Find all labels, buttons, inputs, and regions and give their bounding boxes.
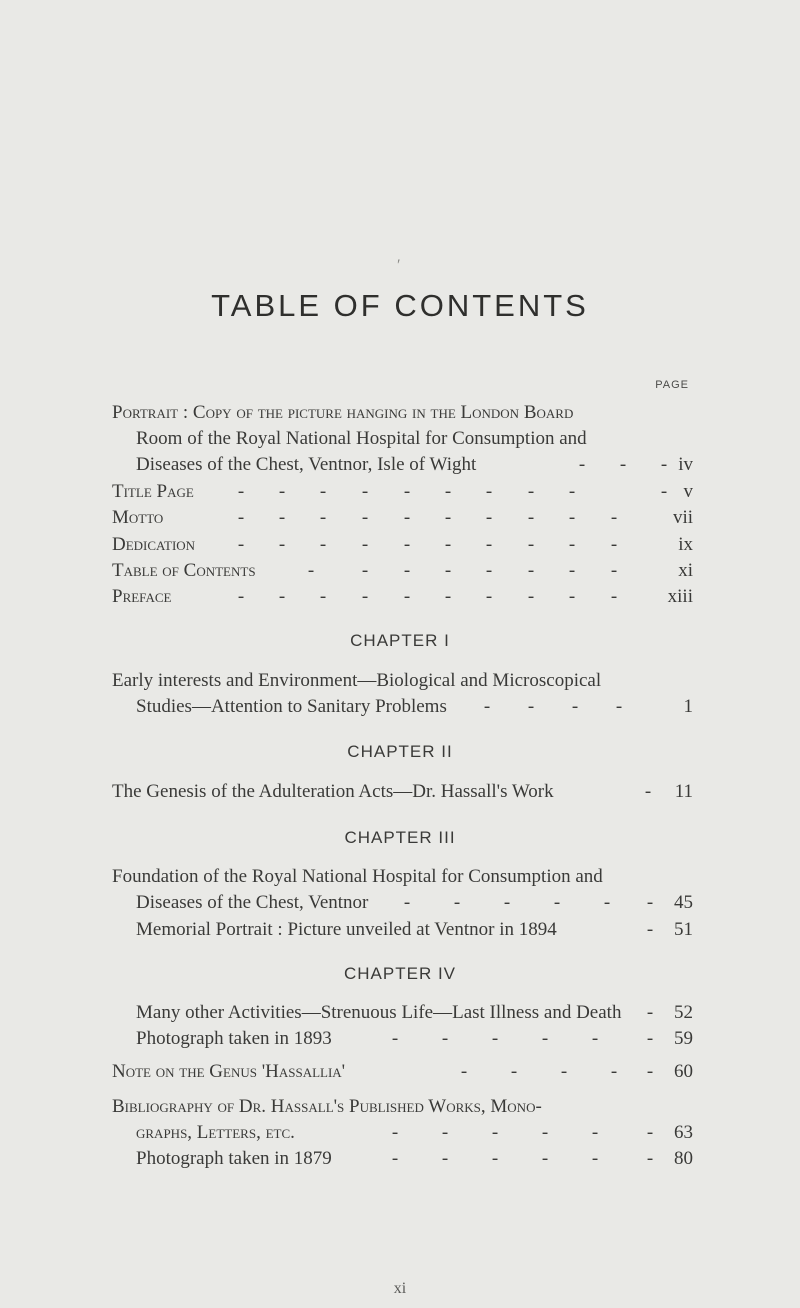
toc-page-number: 51: [674, 919, 693, 940]
toc-entry-text: Studies—Attention to Sanitary Problems: [136, 696, 447, 717]
toc-line: Preface - - - - - - - - - - xiii: [112, 586, 693, 607]
toc-entry-text: Many other Activities—Strenuous Life—Last Illness and Death: [136, 1002, 622, 1023]
toc-page-number: 52: [674, 1002, 693, 1023]
toc-entry-text: Table of Contents: [112, 560, 256, 581]
page-title: TABLE OF CONTENTS: [211, 288, 589, 323]
chapter-heading: CHAPTER III: [344, 828, 456, 847]
toc-entry-text: Early interests and Environment—Biological and Microscopical: [112, 670, 602, 691]
chapter-heading: CHAPTER I: [350, 631, 450, 650]
toc-line: Table of Contents - - - - - - - - xi: [112, 560, 693, 581]
toc-entry-text: Photograph taken in 1893: [136, 1028, 332, 1049]
toc-page-number: 60: [674, 1061, 693, 1082]
toc-line: Studies—Attention to Sanitary Problems - - - - 1: [136, 696, 693, 717]
toc-entry-text: Note on the Genus 'Hassallia': [112, 1061, 346, 1082]
page-column-label: PAGE: [655, 379, 689, 391]
toc-line: Many other Activities—Strenuous Life—Last Illness and Death - 52: [136, 1002, 693, 1023]
chapter-heading: CHAPTER II: [347, 742, 453, 761]
toc-page-number: 1: [683, 696, 693, 717]
toc-page-number: vii: [672, 507, 693, 528]
toc-page-number: xiii: [667, 586, 693, 607]
toc-line: Diseases of the Chest, Ventnor, Isle of Wight - - - iv: [136, 454, 693, 475]
toc-page-number: iv: [678, 454, 693, 475]
footer-page-number: xi: [393, 1280, 407, 1297]
toc-page-number: 80: [674, 1148, 693, 1169]
chapter-heading: CHAPTER IV: [343, 964, 457, 983]
toc-entry-text: Photograph taken in 1879: [136, 1148, 332, 1169]
toc-entry-text: Memorial Portrait : Picture unveiled at Ventnor in 1894: [136, 919, 557, 940]
toc-page-number: 11: [674, 781, 693, 802]
toc-line: Memorial Portrait : Picture unveiled at Ventnor in 1894 - 51: [136, 919, 693, 940]
ink-mark: ′: [397, 257, 401, 274]
toc-entry-text: Motto: [112, 507, 164, 528]
toc-line: [136, 428, 693, 454]
toc-page-number: 63: [674, 1122, 693, 1143]
toc-line: Note on the Genus 'Hassallia' - - - - - 60: [112, 1061, 693, 1082]
toc-entry-text: Preface: [112, 586, 172, 607]
toc-entry-text: Diseases of the Chest, Ventnor: [136, 892, 369, 913]
toc-page-number: 59: [674, 1028, 693, 1049]
toc-line: Dedication - - - - - - - - - - ix: [112, 534, 693, 555]
toc-entry-text: Dedication: [112, 534, 196, 555]
toc-line: Title Page - - - - - - - - - - v: [112, 481, 693, 502]
toc-line: Diseases of the Chest, Ventnor - - - - - - 45: [136, 892, 693, 913]
toc-line: graphs, Letters, etc. - - - - - - 63: [136, 1122, 693, 1143]
toc-entry-text: Title Page: [112, 481, 194, 502]
toc-page-number: 45: [674, 892, 693, 913]
toc-entry-text: Bibliography of Dr. Hassall's Published Works, Mono-: [112, 1096, 542, 1117]
toc-line: Motto - - - - - - - - - - vii: [112, 507, 693, 528]
toc-line: [112, 866, 693, 892]
toc-entry-text: Foundation of the Royal National Hospital for Consumption and: [112, 866, 603, 887]
toc-page-number: xi: [678, 560, 693, 581]
toc-line: Photograph taken in 1879 - - - - - - 80: [136, 1148, 693, 1169]
toc-entry-text: Diseases of the Chest, Ventnor, Isle of Wight: [136, 454, 477, 475]
toc-entry-text: Portrait : Copy of the picture hanging in the London Board: [112, 402, 574, 423]
toc-page-number: v: [683, 481, 693, 502]
toc-line: Photograph taken in 1893 - - - - - - 59: [136, 1028, 693, 1049]
toc-entry-text: graphs, Letters, etc.: [136, 1122, 295, 1143]
toc-line: [112, 1096, 693, 1122]
toc-line: [112, 670, 693, 696]
toc-page-number: ix: [678, 534, 693, 555]
toc-entry-text: Room of the Royal National Hospital for Consumption and: [136, 428, 587, 449]
toc-entry-text: The Genesis of the Adulteration Acts—Dr. Hassall's Work: [112, 781, 554, 802]
toc-line: [112, 402, 693, 428]
toc-line: The Genesis of the Adulteration Acts—Dr. Hassall's Work - 11: [112, 781, 693, 802]
